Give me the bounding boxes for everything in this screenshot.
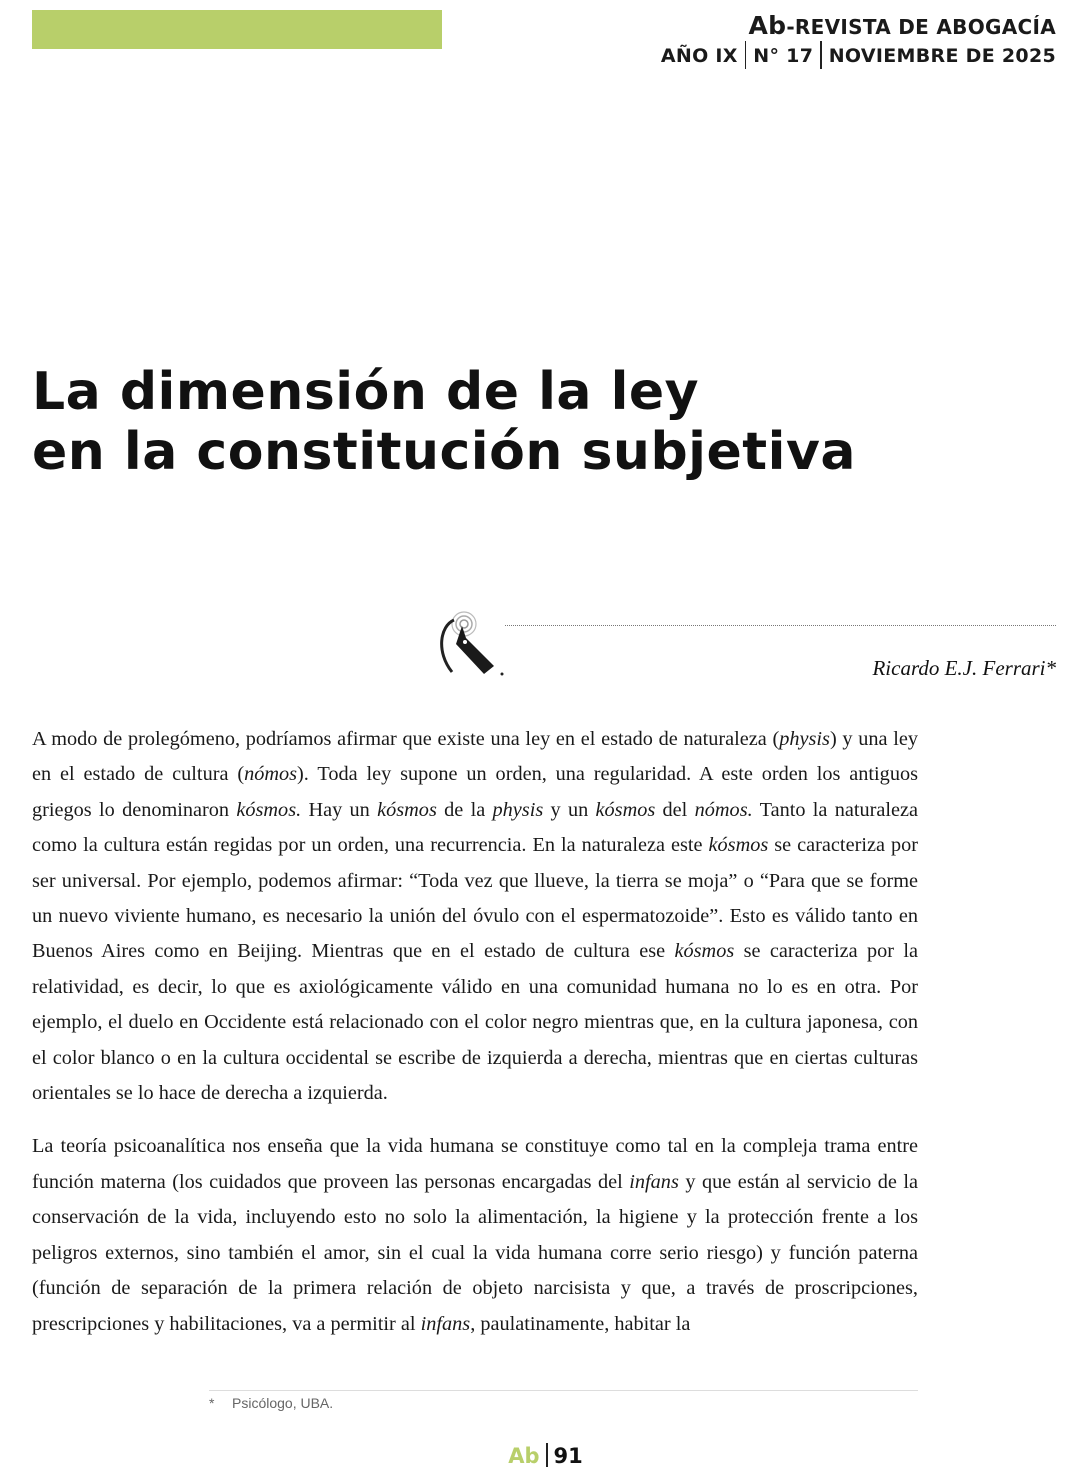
article-body: [32, 722, 918, 1360]
italic-term: infans: [420, 1312, 471, 1335]
italic-term: infans: [629, 1170, 679, 1193]
text-run: La teoría psicoanalítica nos enseña que la vida humana se constituye como tal en la compleja trama entre función materna (los cuidados que proveen las personas encargadas del: [32, 1135, 918, 1193]
footnote: [209, 1395, 333, 1411]
text-run: y un: [543, 798, 596, 821]
text-run: ) y una ley en el estado de cultura (: [32, 728, 918, 786]
italic-term: kósmos: [674, 940, 735, 963]
text-run: Tanto la naturaleza como la cultura están regidas por un orden, una recurrencia. En la naturaleza este: [32, 798, 919, 857]
fountain-pen-icon: [432, 604, 508, 680]
text-run: , paulatinamente, habitar la: [470, 1312, 691, 1335]
divider: [546, 1443, 548, 1467]
italic-term: kósmos.: [236, 798, 302, 821]
italic-term: physis: [779, 728, 830, 750]
journal-masthead: [661, 12, 1056, 69]
italic-term: nómos: [244, 763, 298, 786]
paragraph: [32, 722, 918, 1111]
journal-name: -REVISTA DE ABOGACÍA: [786, 15, 1056, 39]
text-run: ). Toda ley supone un orden, una regularidad. A este orden los antiguos griegos lo denominaron: [32, 763, 918, 821]
text-run: A modo de prolegómeno, podríamos afirmar que existe una ley en el estado de naturaleza (: [32, 728, 780, 750]
italic-term: kósmos: [708, 834, 769, 857]
author-name: Ricardo E.J. Ferrari*: [872, 656, 1056, 680]
article-title: [32, 362, 856, 482]
text-run: Hay un: [301, 798, 378, 821]
italic-term: kósmos: [377, 798, 437, 821]
text-run: se caracteriza por la relatividad, es decir, lo que es axiológicamente válido en una comunidad humana no lo es en otra. Por ejemplo, el duelo en Occidente está relacionado con el color negro mientras que, en la cultura japonesa, con el color blanco o en la cultura occidental se escribe de izquierda a derecha, mientras que en ciertas culturas orientales se lo hace de derecha a izquierda.: [32, 940, 918, 1105]
footnote-text: Psicólogo, UBA.: [232, 1395, 334, 1411]
journal-issue: N° 17: [753, 45, 814, 67]
text-run: se caracteriza por ser universal. Por ejemplo, podemos afirmar: “Toda vez que llueve, la tierra se moja” o “Para que se forme un nuevo viviente humano, es necesario la unión del óvulo con el espermatozoide”. Esto es válido tanto en Buenos Aires como en Beijing. Mientras que en el estado de cultura ese: [32, 834, 919, 963]
header-accent-bar: [32, 10, 442, 49]
text-run: de la: [436, 798, 493, 821]
journal-date: NOVIEMBRE DE 2025: [828, 45, 1056, 67]
divider: [745, 41, 747, 69]
journal-year: AÑO IX: [660, 45, 738, 67]
text-run: del: [655, 798, 695, 821]
paragraph: [32, 1129, 918, 1341]
divider: [820, 41, 822, 69]
page-footer: [0, 1443, 1091, 1468]
text-run: y que están al servicio de la conservación de la vida, incluyendo esto no solo la alimentación, la higiene y la protección frente a los peligros externos, sino también el amor, sin el cual la vida humana corre serio riesgo) y función paterna (función de separación de la primera relación de objeto narcisista y que, a través de proscripciones, prescripciones y habilitaciones, va a permitir al: [32, 1170, 918, 1335]
footer-brand: Ab: [508, 1444, 540, 1468]
footnote-rule: [209, 1390, 918, 1391]
page-number: 91: [553, 1444, 583, 1468]
footnote-mark: *: [209, 1395, 215, 1411]
italic-term: physis: [492, 798, 544, 821]
title-line-2: en la constitución subjetiva: [32, 422, 856, 482]
italic-term: kósmos: [595, 798, 656, 821]
journal-brand: Ab: [748, 11, 787, 40]
dotted-rule: [505, 625, 1056, 626]
italic-term: nómos.: [694, 798, 753, 821]
title-line-1: La dimensión de la ley: [32, 362, 700, 422]
